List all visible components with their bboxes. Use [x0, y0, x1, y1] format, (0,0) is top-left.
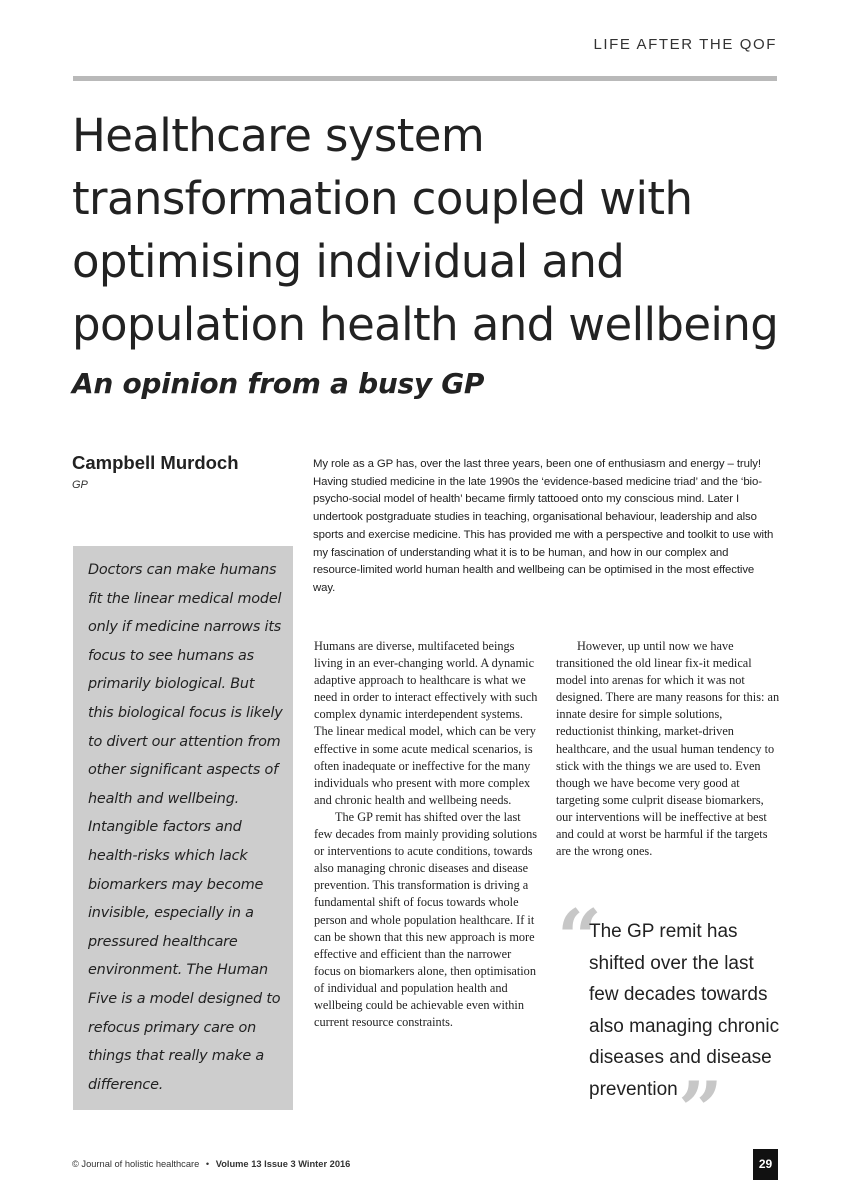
- section-label: LIFE AFTER THE QOF: [593, 36, 777, 53]
- pull-quote-text: The GP remit has shifted over the last few decades towards also managing chronic diseases and disease prevention: [589, 921, 780, 1100]
- close-quote-icon: ”: [678, 1065, 723, 1156]
- page-number: 29: [753, 1149, 778, 1180]
- footer-citation: [72, 1159, 350, 1169]
- body-column-2: [556, 638, 780, 860]
- article-title: Healthcare system transformation coupled with optimising individual and population health and wellbeing: [72, 109, 779, 351]
- author-name: Campbell Murdoch: [72, 452, 239, 473]
- body-paragraph: The GP remit has shifted over the last few decades from mainly providing solutions or interventions to acute conditions, towards also managing chronic diseases and disease prevention. This transformation is driving a fundamental shift of focus towards whole person and whole population healthcare. If it can be shown that this new approach is more effective and efficient than the narrower focus on biomarkers alone, then optimisation of individual and population health and wellbeing could be achievable even within current resource constraints.: [314, 809, 538, 1030]
- body-paragraph: Humans are diverse, multifaceted beings living in an ever-changing world. A dynamic adaptive approach to healthcare is what we need in order to interact effectively with such complex dynamic interdependent systems. The linear medical model, which can be very effective in some acute medical scenarios, is often inadequate or ineffective for the many individuals who present with more complex and chronic health and wellbeing needs.: [314, 639, 538, 807]
- header-rule: [73, 76, 777, 81]
- intro-paragraph: My role as a GP has, over the last three years, been one of enthusiasm and energy – truly! Having studied medicine in the late 1990s the ‘evidence-based medicine triad’ and the ‘bio-psycho-social model of health’ became firmly tattooed onto my conscious mind. Later I undertook postgraduate studies in teaching, organisational behaviour, leadership and also sports and exercise medicine. This has provided me with a perspective and toolkit to use with my fascination of understanding what it is to be human, and how in our complex and resource-limited world human health and wellbeing can be optimised in the most effective way.: [313, 458, 774, 594]
- pull-quote: [557, 893, 787, 1156]
- sidebar-quote-box: [73, 546, 293, 1110]
- footer-bullet: •: [205, 1159, 210, 1169]
- author-role: GP: [72, 479, 88, 491]
- article-subtitle: An opinion from a busy GP: [72, 367, 485, 400]
- body-column-1: [314, 638, 538, 1031]
- footer-copyright: © Journal of holistic healthcare: [72, 1159, 200, 1169]
- open-quote-icon: “: [557, 893, 602, 984]
- sidebar-quote-text: Doctors can make humans fit the linear medical model only if medicine narrows its focus to see humans as primarily biological. But this biological focus is likely to divert our attention from other significant aspects of health and wellbeing. Intangible factors and health-risks which lack biomarkers may become invisible, especially in a pressured healthcare environment. The Human Five is a model designed to refocus primary care on things that really make a difference.: [88, 562, 283, 1093]
- footer-volume: Volume 13 Issue 3 Winter 2016: [215, 1159, 351, 1169]
- body-paragraph: However, up until now we have transitioned the old linear fix-it medical model into arenas for which it was not designed. There are many reasons for this: an innate desire for simple solutions, reductionist thinking, market-driven healthcare, and the usual human tendency to stick with the things we are used to. Even though we have become very good at targeting some culprit disease biomarkers, our interventions will be ineffective at best and could at worst be harmful if the targets are the wrong ones.: [556, 639, 780, 859]
